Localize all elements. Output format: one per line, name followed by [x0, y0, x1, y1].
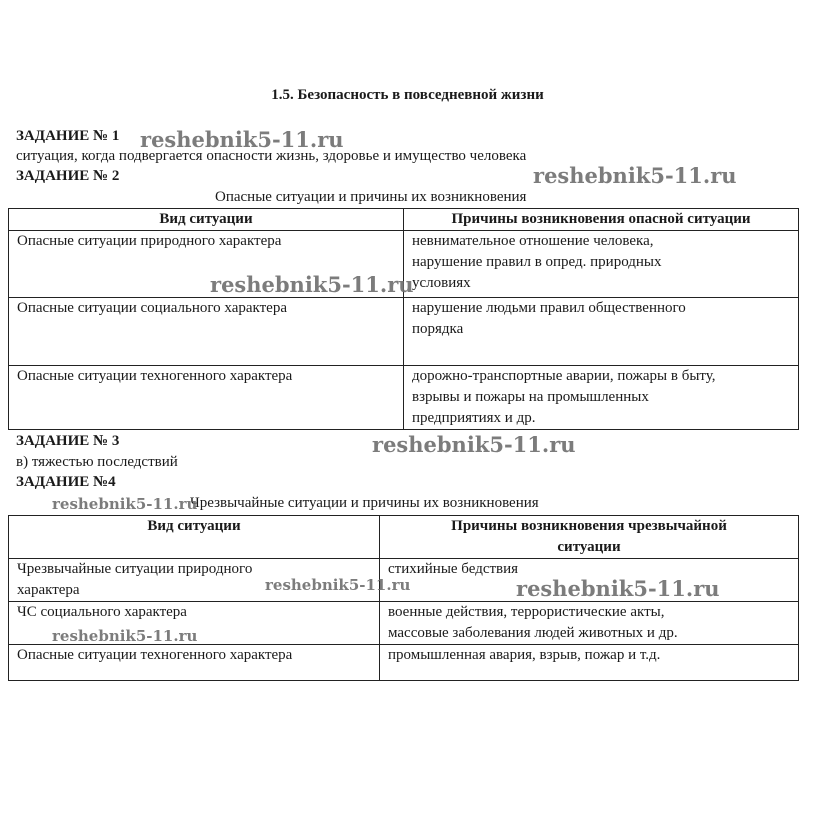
- task2-row1-type: Опасные ситуации природного характера: [9, 231, 404, 298]
- watermark: reshebnik5-11.ru: [52, 495, 198, 513]
- watermark: reshebnik5-11.ru: [533, 163, 737, 188]
- cause-line: взрывы и пожары на промышленных: [412, 389, 649, 405]
- cause-line: условиях: [412, 275, 471, 291]
- task2-row1-cause: [404, 231, 799, 298]
- task4-col-header-cause: [380, 516, 799, 559]
- task2-col-header-cause: Причины возникновения опасной ситуации: [404, 209, 799, 231]
- task2-heading: ЗАДАНИЕ № 2: [16, 168, 120, 184]
- task1-answer: ситуация, когда подвергается опасности жизнь, здоровье и имущество человека: [16, 148, 527, 164]
- task3-answer: в) тяжестью последствий: [16, 454, 178, 470]
- watermark: reshebnik5-11.ru: [516, 576, 720, 601]
- cause-line: нарушение людьми правил общественного: [412, 300, 686, 316]
- type-line: характера: [17, 582, 80, 598]
- watermark: reshebnik5-11.ru: [52, 627, 198, 645]
- cause-line: массовые заболевания людей животных и др.: [388, 625, 678, 641]
- watermark: reshebnik5-11.ru: [372, 432, 576, 457]
- task2-row2-type: Опасные ситуации социального характера: [9, 298, 404, 366]
- task4-caption: Чрезвычайные ситуации и причины их возникновения: [190, 495, 539, 511]
- table-row: [9, 645, 799, 681]
- watermark: reshebnik5-11.ru: [210, 272, 414, 297]
- task4-row3-type: [9, 645, 380, 681]
- cause-line: невнимательное отношение человека,: [412, 233, 654, 249]
- task2-table: [8, 208, 799, 430]
- header-line: Причины возникновения чрезвычайной: [451, 518, 727, 534]
- watermark: reshebnik5-11.ru: [265, 576, 411, 594]
- task4-row3-cause: [380, 645, 799, 681]
- type-line: Чрезвычайные ситуации природного: [17, 561, 253, 577]
- task1-heading: ЗАДАНИЕ № 1: [16, 128, 120, 144]
- header-line: ситуации: [557, 539, 621, 555]
- task4-heading: ЗАДАНИЕ №4: [16, 474, 116, 490]
- task2-row2-cause: [404, 298, 799, 366]
- task4-col-header-type: [9, 516, 380, 559]
- cause-line: нарушение правил в опред. природных: [412, 254, 662, 270]
- table-row: [9, 298, 799, 366]
- cause-line: порядка: [412, 321, 464, 337]
- table-row: [9, 366, 799, 430]
- cause-line: стихийные бедствия: [388, 561, 519, 577]
- cause-line: предприятиях и др.: [412, 410, 536, 426]
- type-line: ЧС социального характера: [17, 604, 187, 620]
- cause-line: промышленная авария, взрыв, пожар и т.д.: [388, 647, 661, 663]
- header-line: Вид ситуации: [147, 518, 241, 534]
- task2-row3-type: Опасные ситуации техногенного характера: [9, 366, 404, 430]
- task2-caption: Опасные ситуации и причины их возникновения: [215, 189, 527, 205]
- cause-line: дорожно-транспортные аварии, пожары в быту,: [412, 368, 716, 384]
- task4-row2-cause: [380, 602, 799, 645]
- task2-row3-cause: [404, 366, 799, 430]
- watermark: reshebnik5-11.ru: [140, 127, 344, 152]
- page-title: 1.5. Безопасность в повседневной жизни: [271, 87, 544, 103]
- type-line: Опасные ситуации техногенного характера: [17, 647, 293, 663]
- task3-heading: ЗАДАНИЕ № 3: [16, 433, 120, 449]
- cause-line: военные действия, террористические акты,: [388, 604, 665, 620]
- task2-col-header-type: Вид ситуации: [9, 209, 404, 231]
